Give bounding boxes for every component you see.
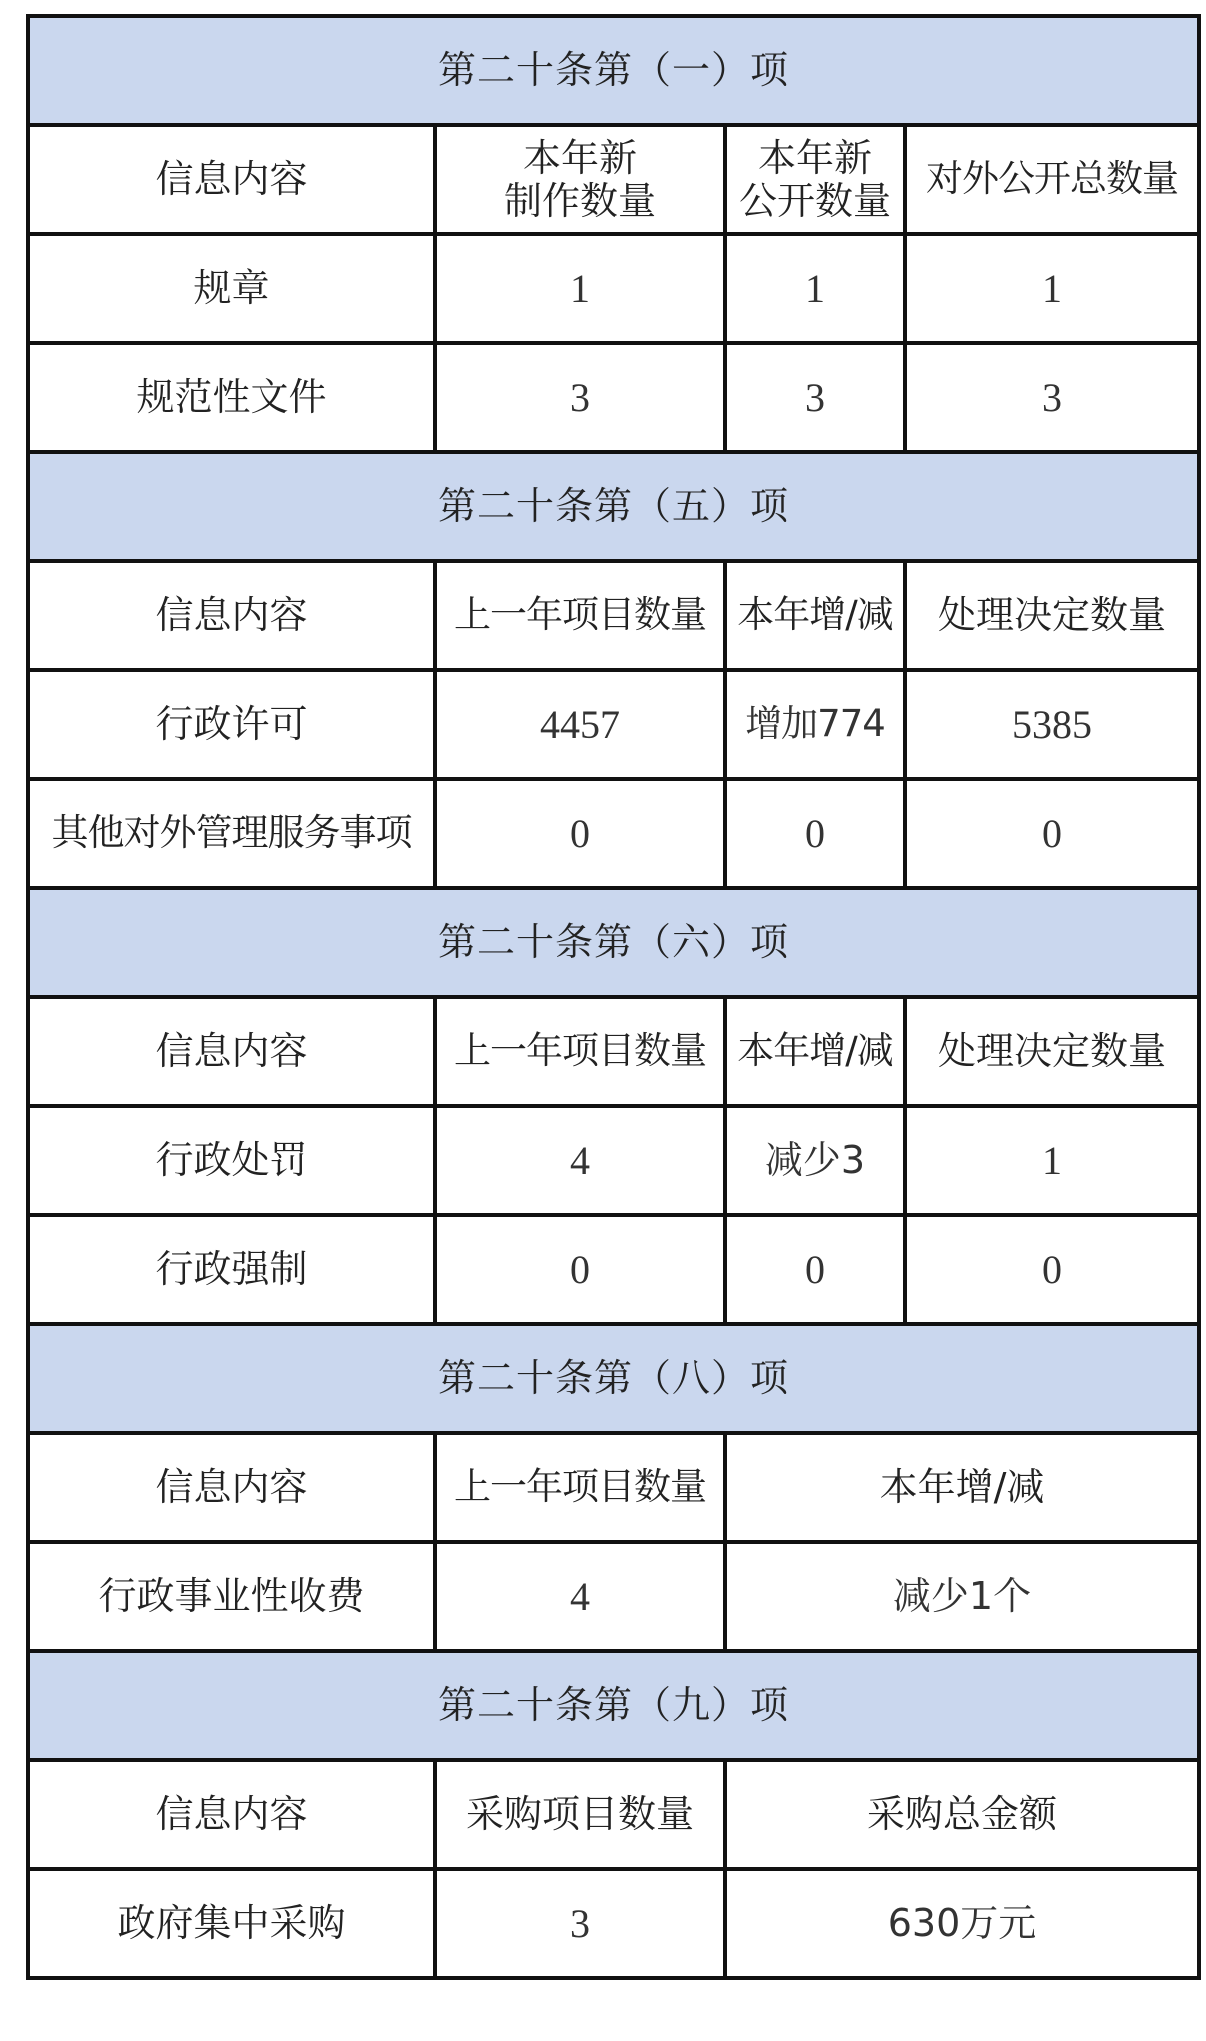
row-label: 规范性文件 — [28, 343, 435, 452]
value-cell: 1 — [725, 234, 905, 343]
header-cell: 采购总金额 — [725, 1760, 1199, 1869]
column-header-row — [28, 125, 1199, 234]
value-cell: 3 — [725, 343, 905, 452]
header-line: 本年新 制作数量 — [503, 135, 656, 223]
header-cell: 信息内容 — [28, 125, 435, 234]
value-cell: 3 — [435, 343, 725, 452]
header-line: 本年新 公开数量 — [738, 135, 891, 223]
row-label: 行政处罚 — [28, 1106, 435, 1215]
value-cell: 3 — [905, 343, 1199, 452]
report-container — [26, 14, 1197, 1980]
table-row — [28, 670, 1199, 779]
value-cell: 4 — [435, 1542, 725, 1651]
header-cell: 处理决定数量 — [905, 561, 1199, 670]
value-cell: 减少1个 — [725, 1542, 1199, 1651]
header-cell: 信息内容 — [28, 1760, 435, 1869]
value-cell: 增加774 — [725, 670, 905, 779]
value-cell: 5385 — [905, 670, 1199, 779]
row-label: 规章 — [28, 234, 435, 343]
column-header-row — [28, 1433, 1199, 1542]
value-cell: 0 — [725, 1215, 905, 1324]
header-cell: 本年增/减 — [725, 1433, 1199, 1542]
header-cell: 上一年项目数量 — [435, 1433, 725, 1542]
header-cell: 上一年项目数量 — [435, 561, 725, 670]
column-header-row — [28, 997, 1199, 1106]
row-label: 行政事业性收费 — [28, 1542, 435, 1651]
header-cell — [725, 125, 905, 234]
header-cell — [435, 125, 725, 234]
header-cell: 本年增/减 — [725, 561, 905, 670]
section-header-row — [28, 1324, 1199, 1433]
header-cell: 处理决定数量 — [905, 997, 1199, 1106]
section-header-row — [28, 1651, 1199, 1760]
header-cell: 信息内容 — [28, 1433, 435, 1542]
header-cell: 上一年项目数量 — [435, 997, 725, 1106]
value-cell: 1 — [435, 234, 725, 343]
row-label: 其他对外管理服务事项 — [28, 779, 435, 888]
value-cell: 4457 — [435, 670, 725, 779]
section-title: 第二十条第（五）项 — [28, 452, 1199, 561]
section-title: 第二十条第（九）项 — [28, 1651, 1199, 1760]
section-header-row — [28, 16, 1199, 125]
value-cell: 减少3 — [725, 1106, 905, 1215]
header-cell: 对外公开总数量 — [905, 125, 1199, 234]
section-title: 第二十条第（六）项 — [28, 888, 1199, 997]
value-cell: 0 — [435, 1215, 725, 1324]
header-cell: 采购项目数量 — [435, 1760, 725, 1869]
column-header-row — [28, 561, 1199, 670]
table-row — [28, 234, 1199, 343]
header-cell: 信息内容 — [28, 997, 435, 1106]
table-row — [28, 779, 1199, 888]
section-header-row — [28, 888, 1199, 997]
row-label: 行政强制 — [28, 1215, 435, 1324]
value-cell: 3 — [435, 1869, 725, 1978]
value-cell: 4 — [435, 1106, 725, 1215]
value-cell: 1 — [905, 1106, 1199, 1215]
table-row — [28, 343, 1199, 452]
value-cell: 0 — [905, 1215, 1199, 1324]
section-title: 第二十条第（一）项 — [28, 16, 1199, 125]
value-cell: 0 — [435, 779, 725, 888]
header-cell: 信息内容 — [28, 561, 435, 670]
row-label: 政府集中采购 — [28, 1869, 435, 1978]
table-row — [28, 1106, 1199, 1215]
row-label: 行政许可 — [28, 670, 435, 779]
disclosure-table — [26, 14, 1201, 1980]
table-row — [28, 1215, 1199, 1324]
value-cell: 0 — [905, 779, 1199, 888]
value-cell: 630万元 — [725, 1869, 1199, 1978]
value-cell: 1 — [905, 234, 1199, 343]
value-cell: 0 — [725, 779, 905, 888]
table-row — [28, 1542, 1199, 1651]
section-title: 第二十条第（八）项 — [28, 1324, 1199, 1433]
column-header-row — [28, 1760, 1199, 1869]
header-cell: 本年增/减 — [725, 997, 905, 1106]
section-header-row — [28, 452, 1199, 561]
table-row — [28, 1869, 1199, 1978]
